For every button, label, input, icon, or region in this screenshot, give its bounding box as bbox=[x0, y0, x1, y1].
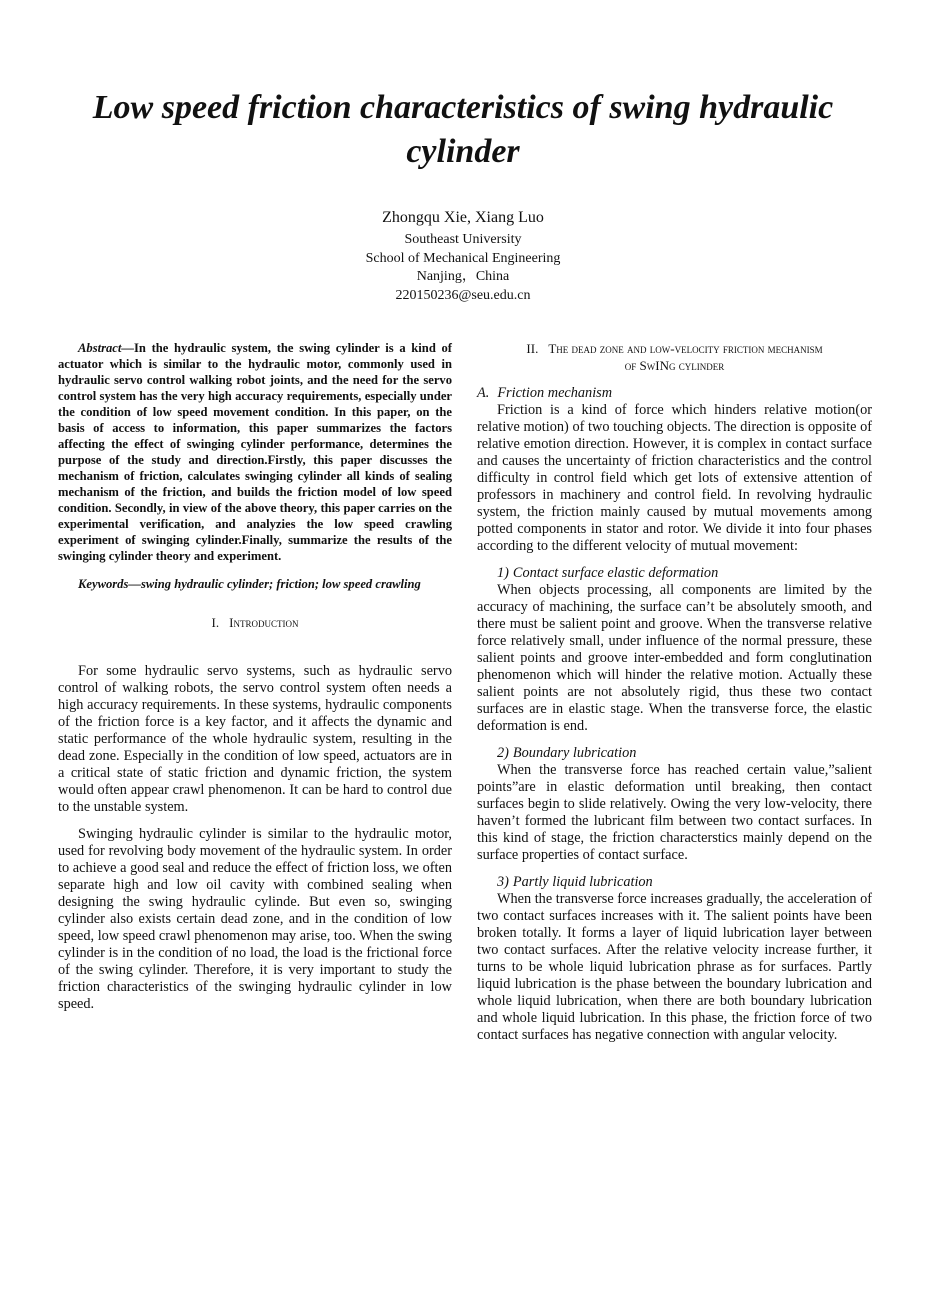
affiliation-city: Nanjing，China bbox=[416, 269, 510, 284]
section-heading-dead-zone bbox=[477, 340, 872, 374]
phase-heading-elastic-deformation bbox=[477, 565, 872, 582]
author-block bbox=[200, 208, 726, 305]
subsection-title: Friction mechanism bbox=[497, 385, 613, 401]
paper-title: Low speed friction characteristics of swing hydraulic cylinder bbox=[92, 89, 834, 170]
author-email: 220150236@seu.edu.cn bbox=[395, 287, 531, 303]
phase-number: 3) bbox=[497, 874, 509, 890]
section-title: Introduction bbox=[229, 615, 299, 630]
phase-heading-boundary-lubrication bbox=[477, 745, 872, 762]
phase-paragraph-elastic-deformation: When objects processing, all components are limited by the accuracy of machining, the surface can’t be absolutely smooth, and there must be salient point and groove. When the transverse relative force relatively small, under influence of the normal pressure, these salient points and groove inter-embedded and form conglutination phenomenon which will hinder the relative motion. Actually these salient points are not absolutely rigid, thus these two contact surfaces are in elastic stage. When the transverse force, the elastic deformation is end. bbox=[477, 582, 872, 734]
subsection-letter: A. bbox=[477, 385, 490, 401]
abstract-label: Abstract— bbox=[78, 341, 134, 355]
section-title-line-1: The dead zone and low-velocity friction mechanism bbox=[548, 341, 823, 356]
phase-title: Boundary lubrication bbox=[512, 745, 637, 761]
keywords: Keywords—swing hydraulic cylinder; friction; low speed crawling bbox=[78, 577, 421, 591]
phase-number: 1) bbox=[497, 565, 509, 581]
phase-heading-partly-liquid-lubrication bbox=[477, 874, 872, 891]
left-column bbox=[58, 340, 452, 1013]
phase-paragraph-boundary-lubrication: When the transverse force has reached certain value,”salient points”are in elastic deformation until breaking, then contact surfaces begin to slide relatively. Owing the very low-velocity, there haven’t formed the lubricant film between two contact surfaces. In this kind of stage, the friction characterstics mainly depend on the surface properties of contact surface. bbox=[477, 762, 872, 863]
phase-title: Contact surface elastic deformation bbox=[512, 565, 719, 581]
section-title-line-2: of SwINg cylinder bbox=[624, 358, 725, 373]
section-number: I. bbox=[211, 615, 220, 630]
section-number: II. bbox=[526, 341, 539, 356]
friction-intro-paragraph: Friction is a kind of force which hinders relative motion(or relative motion) of two touching objects. The direction is opposite of relative emotion direction. However, it is complex in contact surface and causes the uncertainty of friction characteristics and the control difficulty in control field which get lots of extensive attention of professors in machinery and control field. In revolving hydraulic system, the friction mainly caused by mutual movements among potted components in stator and rotor. We divide it into four phases according to the different velocity of mutual movement: bbox=[477, 402, 872, 554]
author-names: Zhongqu Xie, Xiang Luo bbox=[382, 209, 544, 226]
right-column bbox=[477, 340, 872, 1044]
affiliation-university: Southeast University bbox=[404, 232, 522, 247]
abstract-text: In the hydraulic system, the swing cylinder is a kind of actuator which is similar to the hydraulic motor, commonly used in hydraulic servo control walking robot joints, and the need for the servo control system has the very high accuracy requirements, especially under the condition of low speed movement condition. In this paper, on the basis of access to information, this paper summarizes the factors affecting the effect of swinging cylinder performance, determines the purpose of the study and direction.Firstly, this paper discusses the mechanism of friction, calculates swinging cylinder all kinds of sealing mechanism of the friction, and builds the friction model of low speed condition. Secondly, in view of the above theory, this paper carries on the experimental verification, and analyzies the low speed crawling experiment of swinging cylinder.Finally, summarize the results of the swinging cylinder theory and experiment. bbox=[58, 341, 452, 563]
abstract bbox=[58, 340, 452, 564]
intro-paragraph-1: For some hydraulic servo systems, such as hydraulic servo control of walking robots, the servo control system often needs a high accuracy requirements. In these systems, hydraulic components of the friction force is a key factor, and it affects the dynamic and static performance of the whole hydraulic system, resulting in the dead zone. Especially in the condition of low speed, actuators are in a critical state of static friction and dynamic friction, the system would often appear crawl phenomenon. It can be hard to control due to the unstable system. bbox=[58, 663, 452, 815]
subsection-heading-friction-mechanism bbox=[477, 385, 872, 402]
phase-title: Partly liquid lubrication bbox=[512, 874, 653, 890]
phase-paragraph-partly-liquid-lubrication: When the transverse force increases gradually, the acceleration of two contact surfaces increases with it. The salient points have been broken totally. It forms a layer of liquid lubrication layer between two contact surfaces. After the relative velocity increase further, it turns to be whole liquid lubrication phrase as for surfaces. Partly liquid lubrication is the phase between the boundary lubrication and whole liquid lubrication, when there are both boundary lubrication and whole liquid lubrication. In this phase, the friction force of two contact surfaces has negative connection with angular velocity. bbox=[477, 891, 872, 1043]
intro-paragraph-2: Swinging hydraulic cylinder is similar to the hydraulic motor, used for revolving body movement of the hydraulic system. In order to achieve a good seal and reduce the effect of friction loss, we often separate high and low oil cavity with combined sealing when designing the swing hydraulic cylinde. But even so, swinging cylinder also exists certain dead zone, and in the condition of low speed, low speed crawl phenomenon may arise, too. When the swing cylinder is in the condition of no load, the load is the frictional force of the swing cylinder. Therefore, it is very important to study the friction characteristics of the swinging hydraulic cylinder in low speed. bbox=[58, 826, 452, 1012]
phase-number: 2) bbox=[497, 745, 509, 761]
section-heading-introduction bbox=[58, 614, 452, 631]
affiliation-school: School of Mechanical Engineering bbox=[365, 250, 561, 266]
